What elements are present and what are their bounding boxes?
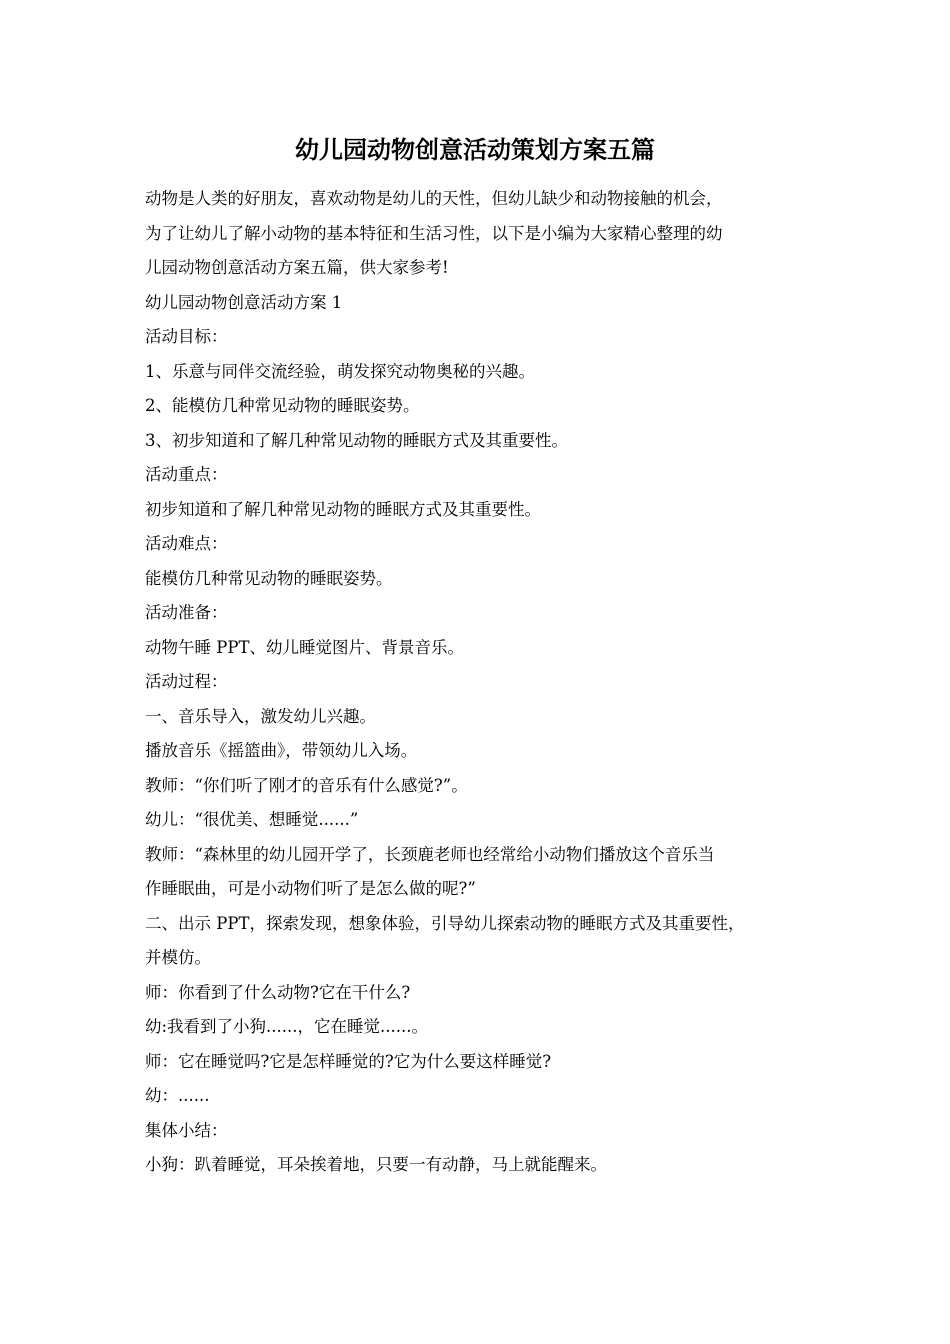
text-line: 动物午睡 PPT、幼儿睡觉图片、背景音乐。 — [145, 637, 464, 657]
text-line: 活动难点： — [145, 534, 228, 553]
step-two-line: 二、出示 PPT，探索发现，想象体验，引导幼儿探索动物的睡眠方式及其重要性， — [145, 913, 745, 933]
dialogue-line: 师：它在睡觉吗?它是怎样睡觉的?它为什么要这样睡觉? — [145, 1051, 552, 1071]
text-line: 2、能模仿几种常见动物的睡眠姿势。 — [145, 396, 420, 415]
section-heading: 幼儿园动物创意活动方案 1 — [145, 292, 343, 312]
step-two-line: 并模仿。 — [145, 948, 211, 967]
text-line: 活动重点： — [145, 465, 228, 484]
document-body — [145, 182, 810, 1183]
intro-line: 动物是人类的好朋友，喜欢动物是幼儿的天性，但幼儿缺少和动物接触的机会， — [145, 189, 723, 208]
dialogue-line: 师：你看到了什么动物?它在干什么? — [145, 982, 411, 1002]
text-line: 活动准备： — [145, 603, 228, 622]
dialogue-line: 幼:我看到了小狗......，它在睡觉......。 — [145, 1017, 428, 1036]
text-line: 一、音乐导入，激发幼儿兴趣。 — [145, 706, 376, 726]
text-line: 播放音乐《摇篮曲》，带领幼儿入场。 — [145, 741, 418, 760]
text-line: 3、初步知道和了解几种常见动物的睡眠方式及其重要性。 — [145, 430, 568, 450]
text-line: 幼儿：“很优美、想睡觉......” — [145, 810, 359, 829]
intro-line: 儿园动物创意活动方案五篇，供大家参考! — [145, 258, 449, 277]
dialogue-line: 集体小结： — [145, 1120, 228, 1140]
teacher-quote-line: 教师：“森林里的幼儿园开学了，长颈鹿老师也经常给小动物们播放这个音乐当 — [145, 844, 715, 864]
intro-line: 为了让幼儿了解小动物的基本特征和生活习性，以下是小编为大家精心整理的幼 — [145, 223, 723, 243]
text-line: 活动目标： — [145, 327, 228, 346]
dialogue-line: 小狗：趴着睡觉，耳朵挨着地，只要一有动静，马上就能醒来。 — [145, 1155, 607, 1174]
teacher-quote-line: 作睡眠曲，可是小动物们听了是怎么做的呢?” — [145, 879, 476, 898]
dialogue-line: 幼：...... — [145, 1086, 210, 1105]
text-line: 1、乐意与同伴交流经验，萌发探究动物奥秘的兴趣。 — [145, 361, 535, 381]
document-title: 幼儿园动物创意活动策划方案五篇 — [295, 135, 655, 164]
text-line: 活动过程： — [145, 672, 228, 691]
text-line: 能模仿几种常见动物的睡眠姿势。 — [145, 568, 393, 588]
text-line: 教师：“你们听了刚才的音乐有什么感觉?”。 — [145, 775, 468, 795]
text-line: 初步知道和了解几种常见动物的睡眠方式及其重要性。 — [145, 499, 541, 519]
